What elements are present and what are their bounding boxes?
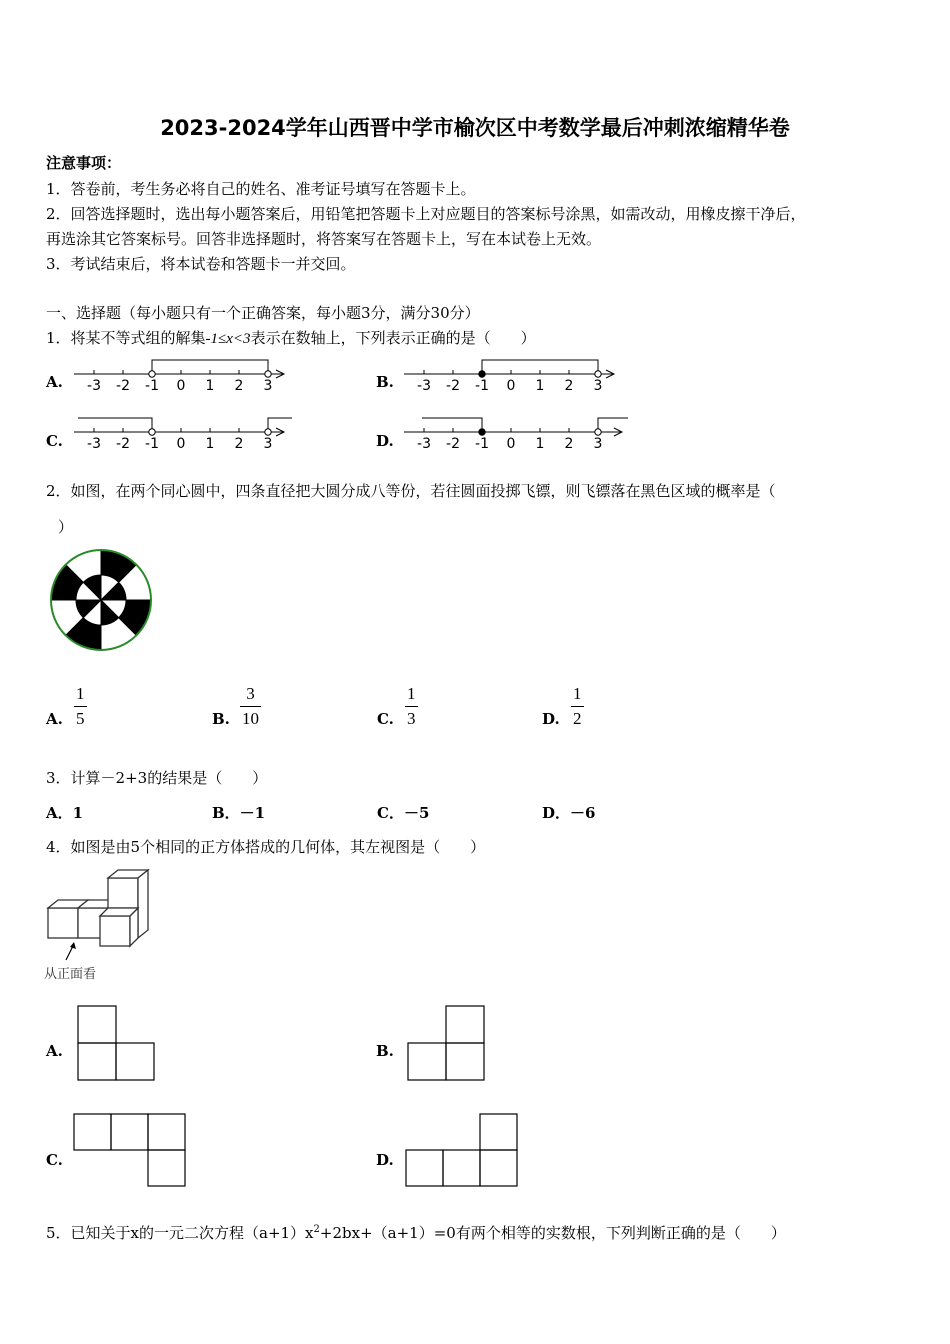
tick-label: 1 bbox=[205, 378, 215, 394]
notice-item: 1．答卷前，考生务必将自己的姓名、准考证号填写在答题卡上。 bbox=[46, 180, 476, 198]
question-5-exponent: 2 bbox=[313, 1224, 320, 1235]
open-dot bbox=[265, 429, 271, 435]
question-5-part-b: +2bx+（a+1）=0有两个相等的实数根，下列判断正确的是（ ） bbox=[319, 1224, 786, 1242]
q2-option-d-label[interactable]: D. bbox=[542, 710, 560, 728]
q2-option-c-fraction: 1 3 bbox=[407, 684, 416, 728]
q4-option-a-label[interactable]: A. bbox=[46, 1042, 63, 1060]
solution-ray-left bbox=[78, 418, 152, 432]
tick-label: 2 bbox=[234, 378, 244, 394]
option-a-label[interactable]: A. bbox=[46, 373, 63, 391]
q4-option-a-figure bbox=[76, 1004, 158, 1082]
tick-label: -3 bbox=[417, 436, 431, 452]
q3-option-b[interactable]: B．－1 bbox=[212, 804, 266, 822]
tick-label: 3 bbox=[593, 436, 603, 452]
q2-option-d-fraction: 1 2 bbox=[573, 684, 582, 728]
open-dot bbox=[595, 371, 601, 377]
notice-item: 3．考试结束后，将本试卷和答题卡一并交回。 bbox=[46, 255, 356, 273]
question-2-stem: 2．如图，在两个同心圆中，四条直径把大圆分成八等份，若往圆面投掷飞镖，则飞镖落在黑色区域的概率是（ bbox=[46, 482, 776, 500]
tick-label: 1 bbox=[205, 436, 215, 452]
q2-option-a-label[interactable]: A. bbox=[46, 710, 63, 728]
tick-label: 0 bbox=[176, 436, 186, 452]
section-heading: 一、选择题（每小题只有一个正确答案，每小题3分，满分30分） bbox=[46, 304, 480, 322]
q4-option-c-label[interactable]: C. bbox=[46, 1151, 63, 1169]
notice-heading: 注意事项： bbox=[46, 154, 122, 172]
tick-label: -1 bbox=[475, 436, 489, 452]
tick-label: -2 bbox=[446, 378, 460, 394]
q4-option-b-figure bbox=[406, 1004, 488, 1082]
q4-option-d-figure bbox=[404, 1112, 520, 1190]
q3-option-c[interactable]: C．－5 bbox=[377, 804, 430, 822]
tick-label: -3 bbox=[417, 378, 431, 394]
tick-label: 1 bbox=[535, 436, 545, 452]
tick-label: -1 bbox=[145, 378, 159, 394]
tick-label: -2 bbox=[446, 436, 460, 452]
q2-option-a-fraction: 1 5 bbox=[76, 684, 85, 728]
tick-label: -1 bbox=[145, 436, 159, 452]
question-1-prefix: 1．将某不等式组的解集 bbox=[46, 329, 206, 347]
notice-item: 再选涂其它答案标号。回答非选择题时，将答案写在答题卡上，写在本试卷上无效。 bbox=[46, 230, 602, 248]
question-5-part-a: 5．已知关于x的一元二次方程（a+1）x bbox=[46, 1224, 314, 1242]
question-1-stem bbox=[46, 327, 536, 348]
figure-caption: 从正面看 bbox=[44, 967, 97, 982]
q2-option-c-label[interactable]: C. bbox=[377, 710, 394, 728]
question-4-stem: 4．如图是由5个相同的正方体搭成的几何体，其左视图是（ ） bbox=[46, 838, 486, 856]
page-title: 2023-2024学年山西晋中学市榆次区中考数学最后冲刺浓缩精华卷 bbox=[160, 116, 790, 140]
tick-label: -1 bbox=[475, 378, 489, 394]
tick-label: 3 bbox=[593, 378, 603, 394]
open-dot bbox=[149, 371, 155, 377]
cubes-figure bbox=[44, 864, 156, 948]
q3-option-d[interactable]: D．－6 bbox=[542, 804, 596, 822]
tick-label: 0 bbox=[506, 378, 516, 394]
concentric-circles-figure bbox=[46, 546, 156, 654]
solution-ray-left bbox=[422, 418, 482, 432]
question-1-math: -1≤x<3 bbox=[205, 331, 251, 347]
tick-label: -2 bbox=[116, 436, 130, 452]
q3-option-a[interactable]: A．1 bbox=[46, 804, 84, 822]
closed-dot bbox=[479, 429, 485, 435]
tick-label: -3 bbox=[87, 436, 101, 452]
tick-label: 1 bbox=[535, 378, 545, 394]
q2-option-b-label[interactable]: B. bbox=[212, 710, 230, 728]
tick-label: 0 bbox=[506, 436, 516, 452]
tick-label: 2 bbox=[564, 436, 574, 452]
tick-label: 3 bbox=[263, 436, 273, 452]
open-dot bbox=[595, 429, 601, 435]
tick-label: 0 bbox=[176, 378, 186, 394]
option-b-label[interactable]: B. bbox=[376, 373, 394, 391]
open-dot bbox=[265, 371, 271, 377]
question-5-stem bbox=[46, 1222, 786, 1243]
number-line-c bbox=[70, 410, 295, 458]
question-2-close: ） bbox=[58, 518, 74, 536]
tick-label: -3 bbox=[87, 378, 101, 394]
closed-dot bbox=[479, 371, 485, 377]
option-d-label[interactable]: D. bbox=[376, 432, 394, 450]
option-c-label[interactable]: C. bbox=[46, 432, 63, 450]
q4-option-c-figure bbox=[72, 1112, 188, 1190]
q4-option-b-label[interactable]: B. bbox=[376, 1042, 394, 1060]
tick-label: 2 bbox=[234, 436, 244, 452]
question-1-suffix: 表示在数轴上，下列表示正确的是（ ） bbox=[250, 329, 536, 347]
solution-ray-right bbox=[598, 418, 628, 432]
tick-label: -2 bbox=[116, 378, 130, 394]
tick-label: 2 bbox=[564, 378, 574, 394]
number-line-b bbox=[400, 352, 625, 400]
question-3-stem: 3．计算－2+3的结果是（ ） bbox=[46, 769, 268, 787]
notice-item: 2．回答选择题时，选出每小题答案后，用铅笔把答题卡上对应题目的答案标号涂黑，如需改动，用橡皮擦干净后， bbox=[46, 205, 806, 223]
number-line-d bbox=[400, 410, 632, 458]
q2-option-b-fraction: 3 10 bbox=[242, 684, 259, 728]
tick-label: 3 bbox=[263, 378, 273, 394]
number-line-a bbox=[70, 352, 295, 400]
q4-option-d-label[interactable]: D. bbox=[376, 1151, 394, 1169]
view-arrow-icon bbox=[62, 940, 82, 964]
open-dot bbox=[149, 429, 155, 435]
